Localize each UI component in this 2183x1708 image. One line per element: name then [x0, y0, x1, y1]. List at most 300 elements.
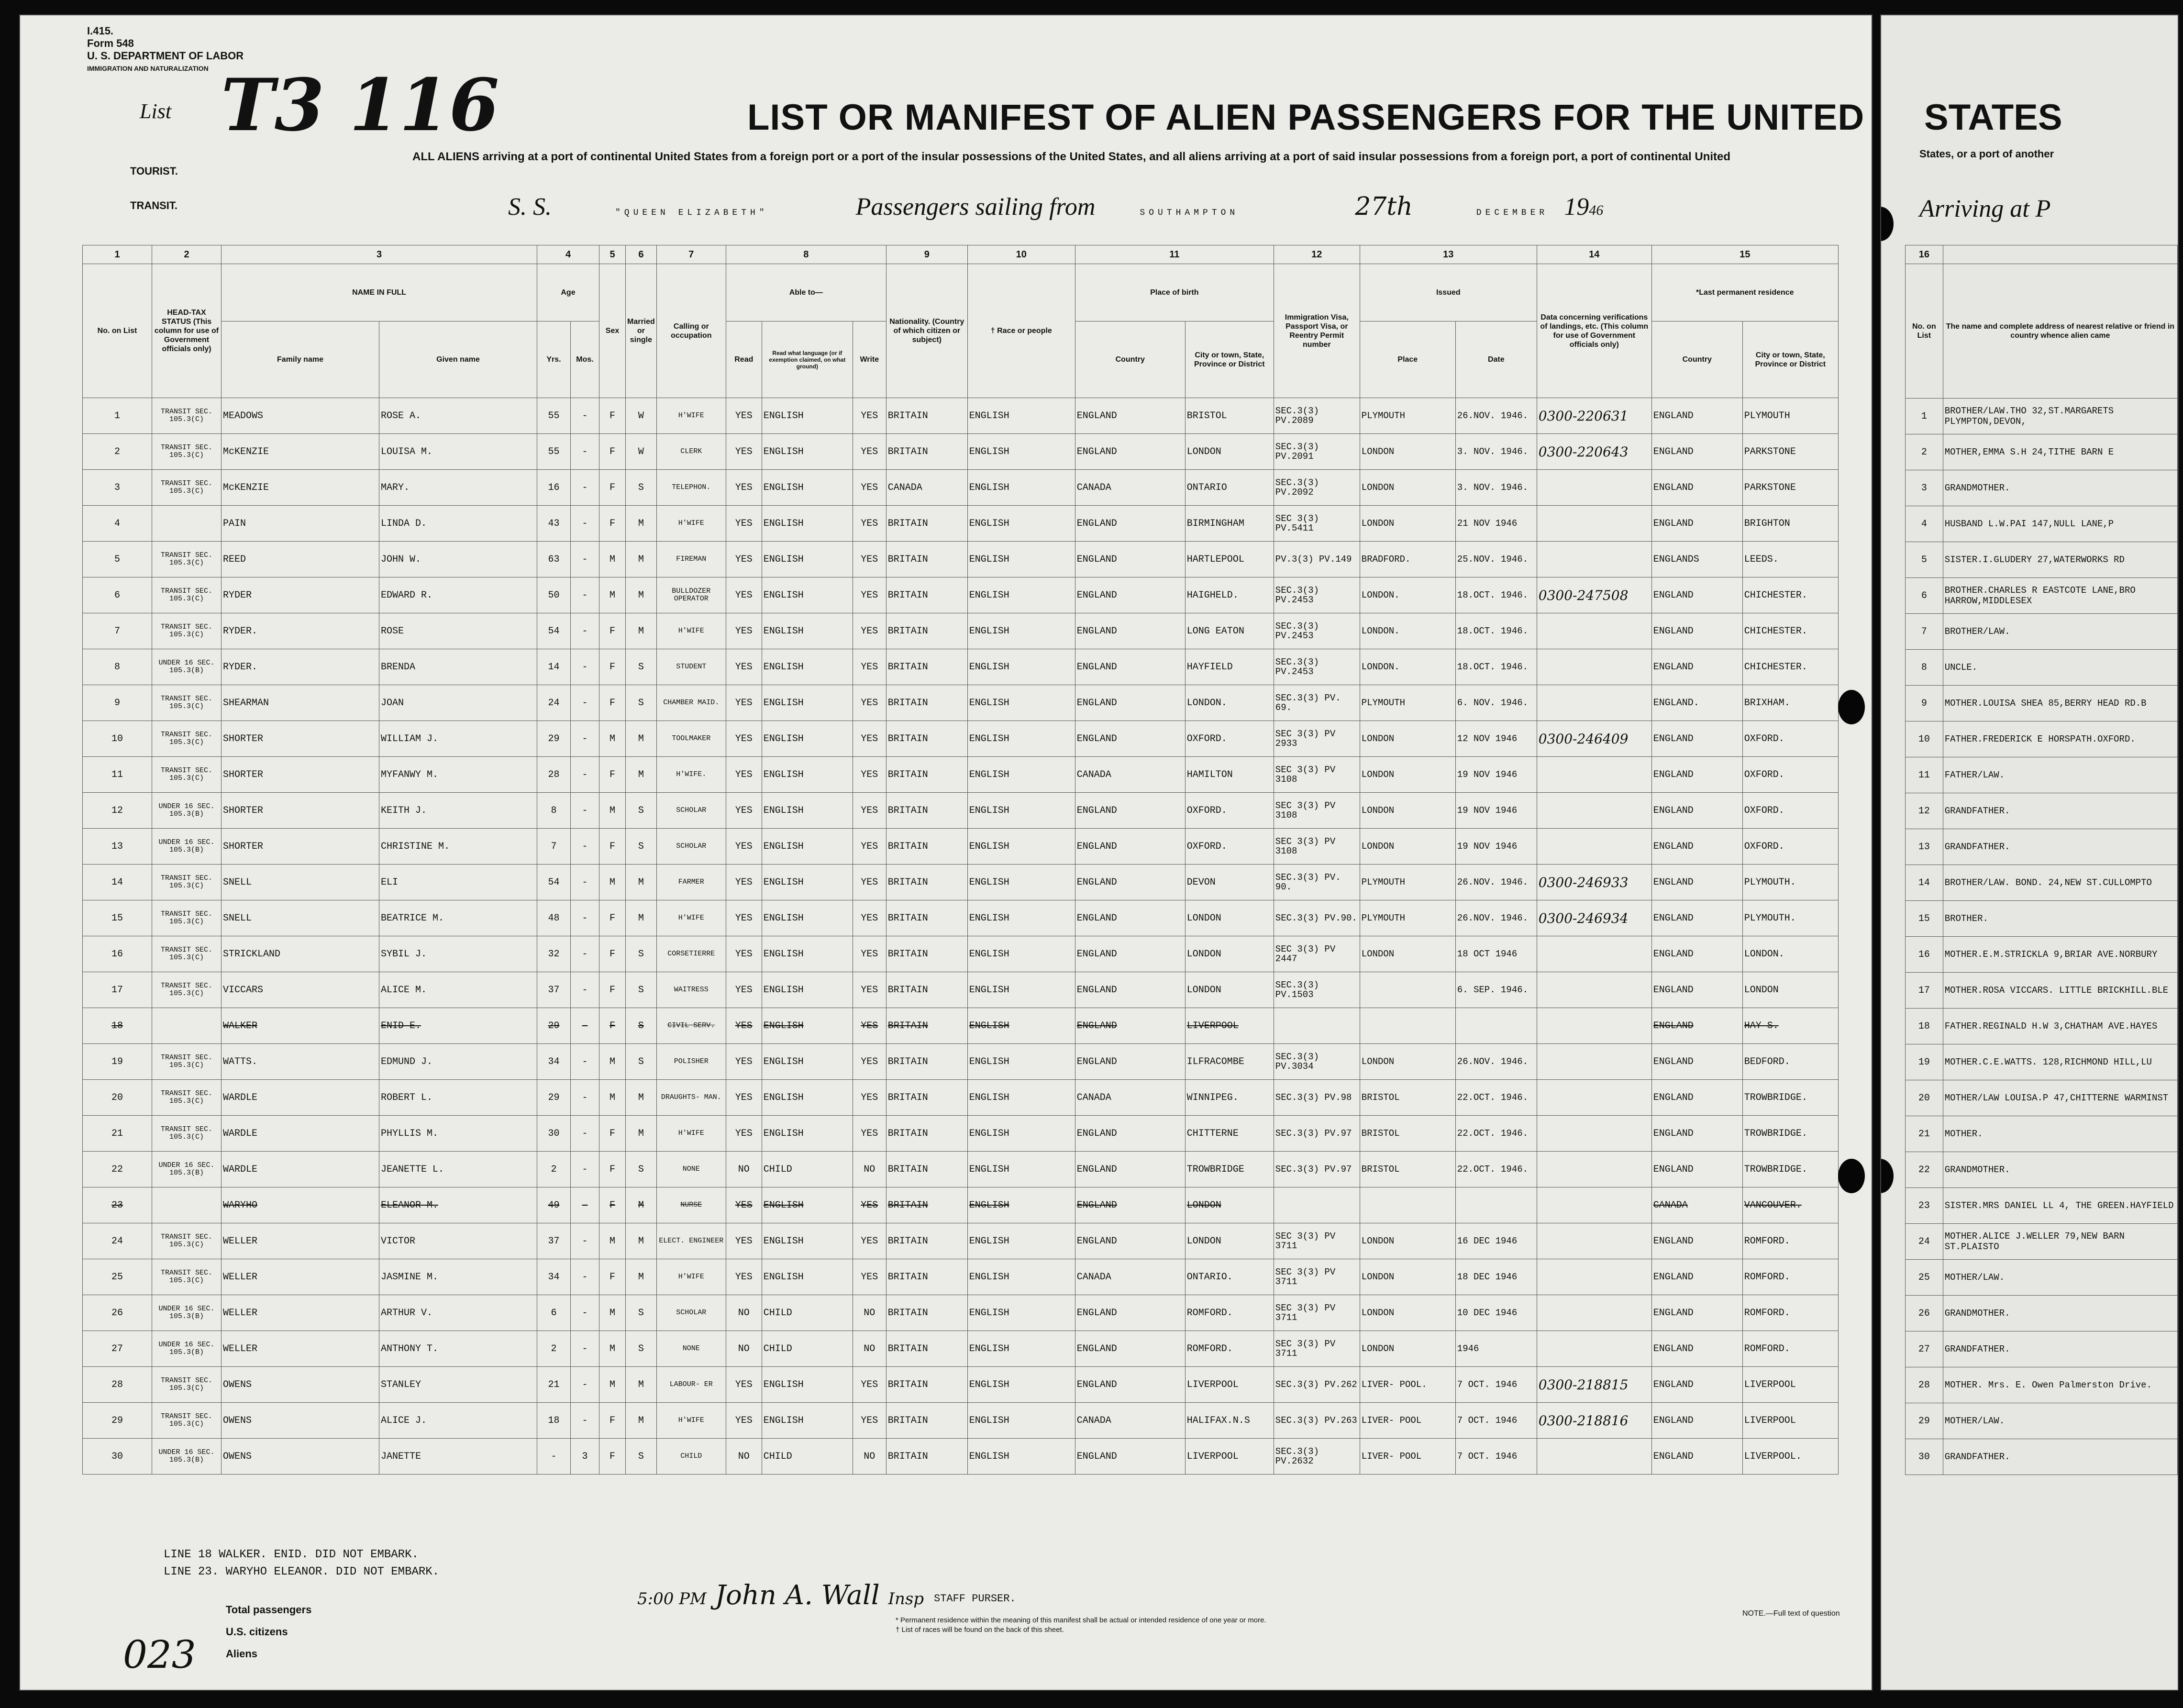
- given-name: LINDA D.: [379, 506, 537, 542]
- age-months: -: [571, 649, 599, 685]
- family-name: SHORTER: [222, 829, 379, 865]
- birth-country: ENGLAND: [1075, 900, 1185, 936]
- residence-city: BRIXHAM.: [1742, 685, 1838, 721]
- given-name: JOHN W.: [379, 542, 537, 577]
- age-years: 7: [537, 829, 571, 865]
- issued-place: BRISTOL: [1360, 1080, 1455, 1116]
- table-row: [1906, 973, 2178, 1009]
- calling: BULLDOZER OPERATOR: [656, 577, 726, 613]
- given-name: VICTOR: [379, 1223, 537, 1259]
- landing-verification: [1537, 649, 1651, 685]
- hdr-res-city: City or town, State, Province or District: [1742, 322, 1838, 398]
- family-name: WARDLE: [222, 1116, 379, 1152]
- table-row: [1906, 1224, 2178, 1260]
- landing-verification: [1537, 470, 1651, 506]
- issued-place: BRADFORD.: [1360, 542, 1455, 577]
- family-name: SHORTER: [222, 721, 379, 757]
- age-months: -: [571, 613, 599, 649]
- sex: F: [599, 1259, 626, 1295]
- head-tax-status: UNDER 16 SEC. 105.3(B): [152, 1331, 222, 1367]
- hdr-family-name: Family name: [222, 322, 379, 398]
- age-months: -: [571, 972, 599, 1008]
- row-number: 27: [83, 1331, 152, 1367]
- read: YES: [726, 1403, 762, 1439]
- col-num: 16: [1906, 245, 1943, 264]
- sex: M: [599, 721, 626, 757]
- family-name: OWENS: [222, 1439, 379, 1475]
- age-months: -: [571, 1116, 599, 1152]
- age-months: -: [571, 1223, 599, 1259]
- table-row: [83, 1331, 1839, 1367]
- nearest-relative: MOTHER/LAW LOUISA.P 47,CHITTERNE WARMINST: [1943, 1080, 2177, 1116]
- row-number: 1: [83, 398, 152, 434]
- write: YES: [853, 470, 886, 506]
- write: YES: [853, 1259, 886, 1295]
- residence-country: ENGLAND: [1651, 1295, 1742, 1331]
- col-num: 10: [967, 245, 1075, 264]
- read-language: ENGLISH: [762, 793, 853, 829]
- visa-number: SEC.3(3) PV.2453: [1274, 649, 1360, 685]
- bureau: IMMIGRATION AND NATURALIZATION: [87, 65, 209, 72]
- birth-city: ROMFORD.: [1185, 1331, 1274, 1367]
- birth-city: ONTARIO.: [1185, 1259, 1274, 1295]
- read-language: ENGLISH: [762, 434, 853, 470]
- family-name: VICCARS: [222, 972, 379, 1008]
- write: YES: [853, 793, 886, 829]
- visa-number: SEC.3(3) PV. 69.: [1274, 685, 1360, 721]
- write: YES: [853, 613, 886, 649]
- residence-city: ROMFORD.: [1742, 1331, 1838, 1367]
- row-number: 7: [83, 613, 152, 649]
- table-row: [83, 613, 1839, 649]
- residence-country: ENGLAND: [1651, 649, 1742, 685]
- issued-place: LONDON: [1360, 829, 1455, 865]
- table-row: [1906, 1331, 2178, 1367]
- table-row: [1906, 1367, 2178, 1403]
- row-number: 28: [83, 1367, 152, 1403]
- sex: F: [599, 900, 626, 936]
- nearest-relative: MOTHER/LAW.: [1943, 1403, 2177, 1439]
- write: YES: [853, 685, 886, 721]
- issued-date: 6. SEP. 1946.: [1455, 972, 1537, 1008]
- marital-status: S: [626, 1152, 657, 1187]
- age-years: -: [537, 1439, 571, 1475]
- landing-verification: [1537, 1008, 1651, 1044]
- table-row: [1906, 1403, 2178, 1439]
- col-num: 8: [726, 245, 886, 264]
- issued-date: 22.OCT. 1946.: [1455, 1152, 1537, 1187]
- birth-country: ENGLAND: [1075, 1116, 1185, 1152]
- row-number: 8: [83, 649, 152, 685]
- issued-date: 26.NOV. 1946.: [1455, 1044, 1537, 1080]
- relative-table: [1905, 245, 2178, 1475]
- marital-status: S: [626, 936, 657, 972]
- birth-city: TROWBRIDGE: [1185, 1152, 1274, 1187]
- given-name: WILLIAM J.: [379, 721, 537, 757]
- race: ENGLISH: [967, 685, 1075, 721]
- landing-verification: 0300-220631: [1537, 398, 1651, 434]
- nearest-relative: GRANDFATHER.: [1943, 793, 2177, 829]
- family-name: SHEARMAN: [222, 685, 379, 721]
- issued-date: 19 NOV 1946: [1455, 757, 1537, 793]
- nationality: BRITAIN: [886, 398, 967, 434]
- write: YES: [853, 1187, 886, 1223]
- write: YES: [853, 1223, 886, 1259]
- issued-place: LIVER- POOL: [1360, 1403, 1455, 1439]
- manifest-sheet: [19, 14, 1873, 1691]
- family-name: PAIN: [222, 506, 379, 542]
- page-subtitle: ALL ALIENS arriving at a port of continental United States from a foreign port or a port of the insular possessions of the United States, and all aliens arriving at a port of said insular possessions from a foreign port, a port of continental United: [412, 150, 1731, 163]
- row-number: 23: [83, 1187, 152, 1223]
- table-row: [83, 793, 1839, 829]
- nationality: BRITAIN: [886, 1223, 967, 1259]
- residence-city: TROWBRIDGE.: [1742, 1080, 1838, 1116]
- birth-city: ROMFORD.: [1185, 1295, 1274, 1331]
- race: ENGLISH: [967, 542, 1075, 577]
- age-months: -: [571, 1331, 599, 1367]
- calling: CHILD: [656, 1439, 726, 1475]
- sex: M: [599, 1331, 626, 1367]
- family-name: WATTS.: [222, 1044, 379, 1080]
- sex: F: [599, 1116, 626, 1152]
- hdr-married: Married or single: [626, 264, 657, 398]
- visa-number: SEC.3(3) PV.2453: [1274, 577, 1360, 613]
- nationality: BRITAIN: [886, 793, 967, 829]
- residence-country: ENGLANDS: [1651, 542, 1742, 577]
- residence-country: ENGLAND: [1651, 398, 1742, 434]
- residence-city: OXFORD.: [1742, 757, 1838, 793]
- issued-place: LONDON: [1360, 470, 1455, 506]
- nationality: BRITAIN: [886, 1044, 967, 1080]
- calling: H'WIFE: [656, 506, 726, 542]
- issued-date: 7 OCT. 1946: [1455, 1403, 1537, 1439]
- visa-number: SEC.3(3) PV.262: [1274, 1367, 1360, 1403]
- table-row: [83, 1367, 1839, 1403]
- birth-country: ENGLAND: [1075, 398, 1185, 434]
- write: YES: [853, 829, 886, 865]
- write: YES: [853, 936, 886, 972]
- table-row: [83, 1295, 1839, 1331]
- read-language: CHILD: [762, 1295, 853, 1331]
- table-row: [1906, 1116, 2178, 1152]
- row-number: 3: [83, 470, 152, 506]
- birth-city: BIRMINGHAM: [1185, 506, 1274, 542]
- sex: F: [599, 1187, 626, 1223]
- birth-country: ENGLAND: [1075, 793, 1185, 829]
- birth-country: ENGLAND: [1075, 1367, 1185, 1403]
- residence-city: PLYMOUTH: [1742, 398, 1838, 434]
- read-language: ENGLISH: [762, 1367, 853, 1403]
- row-number: 26: [83, 1295, 152, 1331]
- col-num: 12: [1274, 245, 1360, 264]
- sex: M: [599, 865, 626, 900]
- row-number: 8: [1906, 650, 1943, 686]
- birth-country: ENGLAND: [1075, 936, 1185, 972]
- issued-place: [1360, 972, 1455, 1008]
- note-right: NOTE.—Full text of question: [1742, 1609, 1840, 1618]
- family-name: WALKER: [222, 1008, 379, 1044]
- footnote-races: † List of races will be found on the back of this sheet.: [896, 1626, 1064, 1634]
- family-name: SNELL: [222, 865, 379, 900]
- residence-city: CHICHESTER.: [1742, 613, 1838, 649]
- residence-city: ROMFORD.: [1742, 1223, 1838, 1259]
- family-name: WELLER: [222, 1295, 379, 1331]
- age-years: 34: [537, 1044, 571, 1080]
- total-passengers-label: Total passengers: [226, 1604, 312, 1616]
- family-name: MEADOWS: [222, 398, 379, 434]
- given-name: ELI: [379, 865, 537, 900]
- table-row: [1906, 1439, 2178, 1475]
- issued-place: PLYMOUTH: [1360, 865, 1455, 900]
- us-citizens-label: U.S. citizens: [226, 1626, 288, 1638]
- footnotes: [896, 1616, 1266, 1635]
- residence-city: OXFORD.: [1742, 721, 1838, 757]
- hdr-res-country: Country: [1651, 322, 1742, 398]
- family-name: SHORTER: [222, 793, 379, 829]
- visa-number: SEC.3(3) PV.1503: [1274, 972, 1360, 1008]
- manifest-sheet-continuation: [1880, 14, 2179, 1691]
- col-num: 3: [222, 245, 537, 264]
- birth-city: ONTARIO: [1185, 470, 1274, 506]
- nationality: BRITAIN: [886, 434, 967, 470]
- issued-date: 22.OCT. 1946.: [1455, 1116, 1537, 1152]
- marital-status: M: [626, 1080, 657, 1116]
- head-tax-status: TRANSIT SEC. 105.3(C): [152, 1367, 222, 1403]
- hdr-read: Read: [726, 322, 762, 398]
- row-number: 13: [83, 829, 152, 865]
- race: ENGLISH: [967, 1080, 1075, 1116]
- table-row: [83, 470, 1839, 506]
- given-name: EDWARD R.: [379, 577, 537, 613]
- nationality: BRITAIN: [886, 1080, 967, 1116]
- birth-country: ENGLAND: [1075, 829, 1185, 865]
- age-months: -: [571, 1152, 599, 1187]
- head-tax-status: UNDER 16 SEC. 105.3(B): [152, 1295, 222, 1331]
- marital-status: M: [626, 542, 657, 577]
- age-months: -: [571, 506, 599, 542]
- row-number: 2: [1906, 434, 1943, 470]
- head-tax-status: TRANSIT SEC. 105.3(C): [152, 936, 222, 972]
- passenger-table: [82, 245, 1839, 1475]
- col-num: 9: [886, 245, 967, 264]
- nationality: BRITAIN: [886, 1187, 967, 1223]
- table-row: [83, 865, 1839, 900]
- row-number: 23: [1906, 1188, 1943, 1224]
- table-row: [83, 398, 1839, 434]
- inspector-signature: [637, 1580, 924, 1611]
- hdr-landing: Data concerning verifications of landings, etc. (This column for use of Government officials only): [1537, 264, 1651, 398]
- staff-purser: STAFF PURSER.: [934, 1593, 1016, 1605]
- read: YES: [726, 1187, 762, 1223]
- sex: M: [599, 542, 626, 577]
- residence-country: ENGLAND: [1651, 865, 1742, 900]
- write: YES: [853, 721, 886, 757]
- nearest-relative: BROTHER/LAW. BOND. 24,NEW ST.CULLOMPTO: [1943, 865, 2177, 901]
- sex: M: [599, 1295, 626, 1331]
- residence-country: ENGLAND: [1651, 434, 1742, 470]
- race: ENGLISH: [967, 1259, 1075, 1295]
- residence-country: ENGLAND: [1651, 829, 1742, 865]
- read: YES: [726, 1367, 762, 1403]
- read-language: ENGLISH: [762, 936, 853, 972]
- write: NO: [853, 1295, 886, 1331]
- family-name: WELLER: [222, 1331, 379, 1367]
- sailing-month: DECEMBER: [1476, 208, 1549, 218]
- birth-city: LONDON: [1185, 972, 1274, 1008]
- signature-time: 5:00 PM: [637, 1589, 707, 1608]
- residence-city: LIVERPOOL: [1742, 1367, 1838, 1403]
- sex: F: [599, 506, 626, 542]
- read-language: ENGLISH: [762, 1008, 853, 1044]
- issued-date: 18.OCT. 1946.: [1455, 577, 1537, 613]
- visa-number: SEC.3(3) PV.2089: [1274, 398, 1360, 434]
- age-years: 21: [537, 1367, 571, 1403]
- nationality: BRITAIN: [886, 829, 967, 865]
- family-name: WELLER: [222, 1259, 379, 1295]
- visa-number: SEC.3(3) PV.2091: [1274, 434, 1360, 470]
- write: YES: [853, 398, 886, 434]
- punch-hole: [1838, 1159, 1865, 1193]
- title-continuation: STATES: [1924, 97, 2062, 138]
- hdr-calling: Calling or occupation: [656, 264, 726, 398]
- row-number: 4: [83, 506, 152, 542]
- race: ENGLISH: [967, 434, 1075, 470]
- read: YES: [726, 936, 762, 972]
- table-row: [83, 757, 1839, 793]
- write: YES: [853, 1367, 886, 1403]
- read-language: ENGLISH: [762, 1044, 853, 1080]
- age-months: -: [571, 542, 599, 577]
- read: YES: [726, 865, 762, 900]
- col-num: 11: [1075, 245, 1274, 264]
- hdr-head-tax: HEAD-TAX STATUS (This column for use of Government officials only): [152, 264, 222, 398]
- row-number: 20: [1906, 1080, 1943, 1116]
- age-years: 50: [537, 577, 571, 613]
- calling: H'WIFE: [656, 1259, 726, 1295]
- marital-status: S: [626, 793, 657, 829]
- table-row: [1906, 1009, 2178, 1044]
- table-row: [83, 1116, 1839, 1152]
- age-years: 18: [537, 1403, 571, 1439]
- head-tax-status: [152, 506, 222, 542]
- read: YES: [726, 577, 762, 613]
- col-num: 1: [83, 245, 152, 264]
- issued-place: LIVER- POOL.: [1360, 1367, 1455, 1403]
- issued-place: LONDON: [1360, 1259, 1455, 1295]
- marital-status: M: [626, 1187, 657, 1223]
- row-number: 15: [1906, 901, 1943, 937]
- age-months: -: [571, 1403, 599, 1439]
- nationality: BRITAIN: [886, 1116, 967, 1152]
- marital-status: S: [626, 1044, 657, 1080]
- residence-city: ROMFORD.: [1742, 1295, 1838, 1331]
- residence-city: CHICHESTER.: [1742, 649, 1838, 685]
- sex: F: [599, 398, 626, 434]
- landing-verification: [1537, 1439, 1651, 1475]
- nearest-relative: UNCLE.: [1943, 650, 2177, 686]
- table-row: [1906, 399, 2178, 434]
- nationality: BRITAIN: [886, 613, 967, 649]
- birth-country: ENGLAND: [1075, 1008, 1185, 1044]
- issued-place: PLYMOUTH: [1360, 398, 1455, 434]
- sex: F: [599, 1439, 626, 1475]
- birth-country: ENGLAND: [1075, 1331, 1185, 1367]
- residence-city: PARKSTONE: [1742, 470, 1838, 506]
- table-row: [1906, 506, 2178, 542]
- visa-number: [1274, 1008, 1360, 1044]
- issued-date: 3. NOV. 1946.: [1455, 434, 1537, 470]
- table-row: [83, 1223, 1839, 1259]
- nearest-relative: BROTHER/LAW.THO 32,ST.MARGARETS PLYMPTON,DEVON,: [1943, 399, 2177, 434]
- issued-date: [1455, 1008, 1537, 1044]
- list-label: List: [140, 100, 172, 123]
- age-years: 6: [537, 1295, 571, 1331]
- residence-country: ENGLAND: [1651, 577, 1742, 613]
- table-row: [83, 972, 1839, 1008]
- form-header: [87, 25, 244, 75]
- marital-status: M: [626, 577, 657, 613]
- race: ENGLISH: [967, 1008, 1075, 1044]
- race: ENGLISH: [967, 649, 1075, 685]
- race: ENGLISH: [967, 1044, 1075, 1080]
- landing-verification: [1537, 1223, 1651, 1259]
- residence-country: ENGLAND: [1651, 1367, 1742, 1403]
- aliens-label: Aliens: [226, 1648, 258, 1660]
- given-name: ROBERT L.: [379, 1080, 537, 1116]
- row-number: 10: [1906, 721, 1943, 757]
- visa-number: SEC 3(3) PV 3108: [1274, 757, 1360, 793]
- birth-country: ENGLAND: [1075, 865, 1185, 900]
- visa-number: SEC.3(3) PV. 90.: [1274, 865, 1360, 900]
- sailing-line: [508, 192, 1603, 221]
- read-language: ENGLISH: [762, 865, 853, 900]
- department: U. S. DEPARTMENT OF LABOR: [87, 50, 244, 62]
- sex: M: [599, 1044, 626, 1080]
- head-tax-status: TRANSIT SEC. 105.3(C): [152, 577, 222, 613]
- issued-place: LONDON: [1360, 1044, 1455, 1080]
- ship-name: "QUEEN ELIZABETH": [615, 208, 768, 218]
- calling: NONE: [656, 1331, 726, 1367]
- issued-place: LONDON: [1360, 1331, 1455, 1367]
- read: YES: [726, 1080, 762, 1116]
- nearest-relative: MOTHER. Mrs. E. Owen Palmerston Drive.: [1943, 1367, 2177, 1403]
- line18-note: LINE 18 WALKER. ENID. DID NOT EMBARK.: [164, 1548, 419, 1561]
- nationality: BRITAIN: [886, 577, 967, 613]
- read: NO: [726, 1439, 762, 1475]
- signature-title: Insp: [888, 1589, 924, 1608]
- landing-verification: [1537, 1295, 1651, 1331]
- head-tax-status: TRANSIT SEC. 105.3(C): [152, 1403, 222, 1439]
- nearest-relative: BROTHER.: [1943, 901, 2177, 937]
- marital-status: M: [626, 865, 657, 900]
- visa-number: SEC 3(3) PV 3711: [1274, 1223, 1360, 1259]
- residence-country: ENGLAND: [1651, 1403, 1742, 1439]
- sex: F: [599, 972, 626, 1008]
- nearest-relative: MOTHER.LOUISA SHEA 85,BERRY HEAD RD.B: [1943, 686, 2177, 721]
- family-name: STRICKLAND: [222, 936, 379, 972]
- issued-place: PLYMOUTH: [1360, 685, 1455, 721]
- age-years: 43: [537, 506, 571, 542]
- sex: F: [599, 685, 626, 721]
- marital-status: S: [626, 470, 657, 506]
- transit-label: TRANSIT.: [130, 200, 177, 211]
- issued-date: 7 OCT. 1946: [1455, 1367, 1537, 1403]
- head-tax-status: UNDER 16 SEC. 105.3(B): [152, 1439, 222, 1475]
- nationality: BRITAIN: [886, 1331, 967, 1367]
- residence-city: PLYMOUTH.: [1742, 865, 1838, 900]
- landing-verification: [1537, 613, 1651, 649]
- age-years: 32: [537, 936, 571, 972]
